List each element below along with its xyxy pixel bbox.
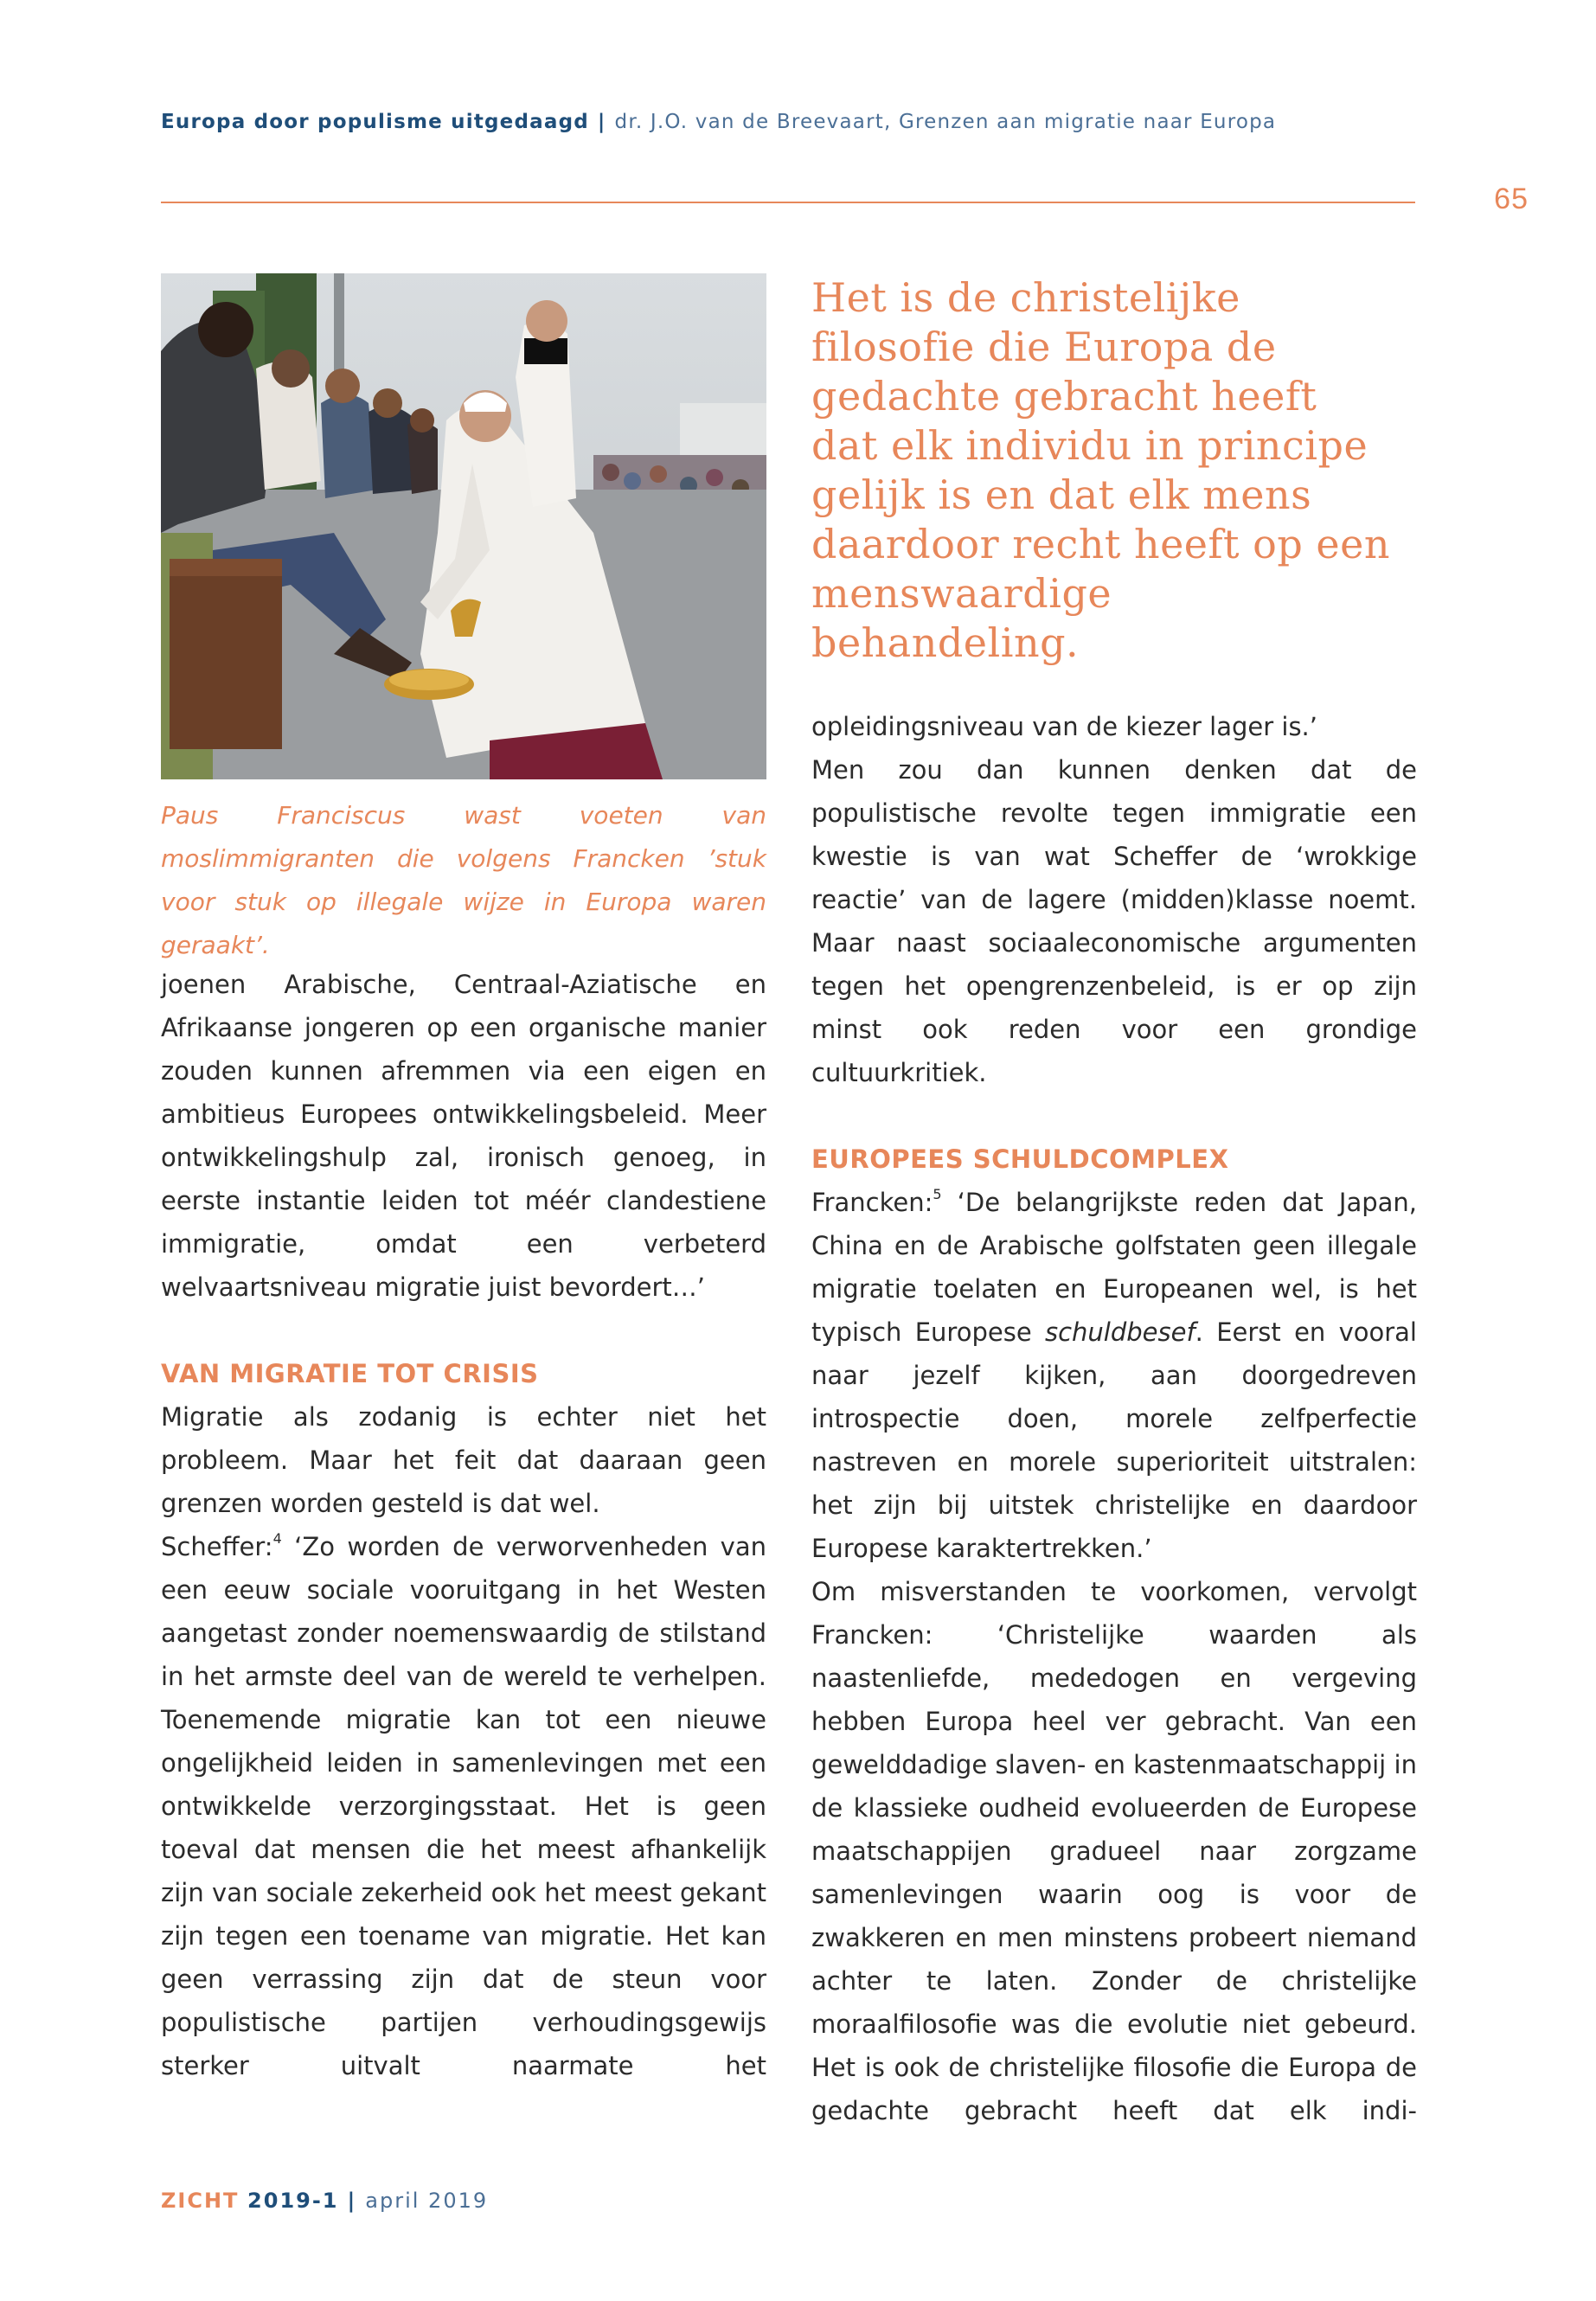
body-paragraph [811, 1181, 1417, 1570]
quote-text: . Eerst en vooral naar jezelf kijken, aan doorgedreven introspectie doen, morele zelfperfectie nastreven en morele superioriteit uitstralen: het zijn bij uitstek christelijke en daardoor Europese karaktertrekken.’ [811, 1317, 1417, 1563]
body-paragraph [161, 1525, 766, 2087]
body-paragraph: Men zou dan kunnen denken dat de populistische revolte tegen immigratie een kwestie is van wat Scheffer de ‘wrokkige reactie’ van de lagere (midden)klasse noemt. Maar naast sociaaleconomische argumenten tegen het opengrenzenbeleid, is er op zijn minst ook reden voor een grondige cultuurkritiek. [811, 755, 1417, 1087]
left-column [161, 963, 766, 2087]
running-header [161, 111, 1372, 133]
header-rule [161, 202, 1415, 203]
body-paragraph: joenen Arabische, Centraal-Aziatische en Afrikaanse jongeren op een organische manier zouden kunnen afremmen via een eigen en ambitieus Europees ontwikkelingsbeleid. Meer ontwikkelingshulp zal, ironisch genoeg, in eerste instantie leiden tot méér clandestiene immigratie, omdat een verbeterd welvaartsniveau migratie juist bevordert…’ [161, 970, 766, 1302]
body-paragraph: Om misverstanden te voorkomen, vervolgt Francken: ‘Christelijke waarden als naastenliefde, mededogen en vergeving hebben Europa heel ver gebracht. Van een gewelddadige slaven- en kastenmaatschappij in de klassieke oudheid evolueerden de Europese maatschappijen gradueel naar zorgzame samenlevingen waarin oog is voor de zwakkeren en men minstens probeert niemand achter te laten. Zonder de christelijke moraalfilosofie was die evolutie niet gebeurd. Het is ook de christelijke filosofie die Europa de gedachte gebracht heeft dat elk indi- [811, 1577, 1417, 2125]
right-column [811, 705, 1417, 2132]
footnote-reference[interactable]: 5 [933, 1186, 942, 1202]
footer-separator: | [347, 2189, 357, 2213]
section-heading: VAN MIGRATIE TOT CRISIS [161, 1359, 539, 1388]
section-heading: EUROPEES SCHULDCOMPLEX [811, 1144, 1229, 1174]
header-separator: | [597, 111, 606, 133]
page-number: 65 [1494, 183, 1529, 215]
page-footer [161, 2189, 488, 2213]
article-photo [161, 273, 766, 779]
quote-source: Scheffer: [161, 1532, 273, 1561]
issue-number: 2019-1 [247, 2189, 339, 2213]
quote-text: ‘De belangrijkste reden dat Japan, China en de Arabische golfstaten geen illegale migratie toelaten en Europeanen wel, is het typisch Europese [811, 1188, 1417, 1347]
body-paragraph: opleidingsniveau van de kiezer lager is.’ [811, 712, 1317, 741]
article-author-title: dr. J.O. van de Breevaart, Grenzen aan migratie naar Europa [614, 111, 1277, 133]
photo-caption: Paus Franciscus wast voeten van moslimmigranten die volgens Francken ’stuk voor stuk op illegale wijze in Europa waren geraakt’. [161, 801, 766, 959]
footnote-reference[interactable]: 4 [272, 1530, 282, 1547]
emphasized-term: schuldbesef [1044, 1317, 1195, 1347]
magazine-brand: ZICHT [161, 2189, 240, 2213]
issue-date: april 2019 [365, 2189, 489, 2213]
quote-source: Francken: [811, 1188, 933, 1217]
body-paragraph: Migratie als zodanig is echter niet het probleem. Maar het feit dat daaraan geen grenzen worden gesteld is dat wel. [161, 1402, 766, 1518]
quote-text: ‘Zo worden de verworvenheden van een eeuw sociale vooruitgang in het Westen aangetast zonder noemenswaardig de stilstand in het armste deel van de wereld te verhelpen. Toenemende migratie kan tot een nieuwe ongelijkheid leiden in samenlevingen met een ontwikkelde verzorgingsstaat. Het is geen toeval dat mensen die het meest afhankelijk zijn van sociale zekerheid ook het meest gekant zijn tegen een toename van migratie. Het kan geen verrassing zijn dat de steun voor populistische partijen verhoudingsgewijs sterker uitvalt naarmate het [161, 1532, 766, 2080]
publication-title: Europa door populisme uitgedaagd [161, 111, 589, 133]
pull-quote: Het is de christelijke filosofie die Europa de gedachte gebracht heeft dat elk individu in principe gelijk is en dat elk mens daardoor recht heeft op een menswaardige behandeling. [811, 274, 1390, 666]
